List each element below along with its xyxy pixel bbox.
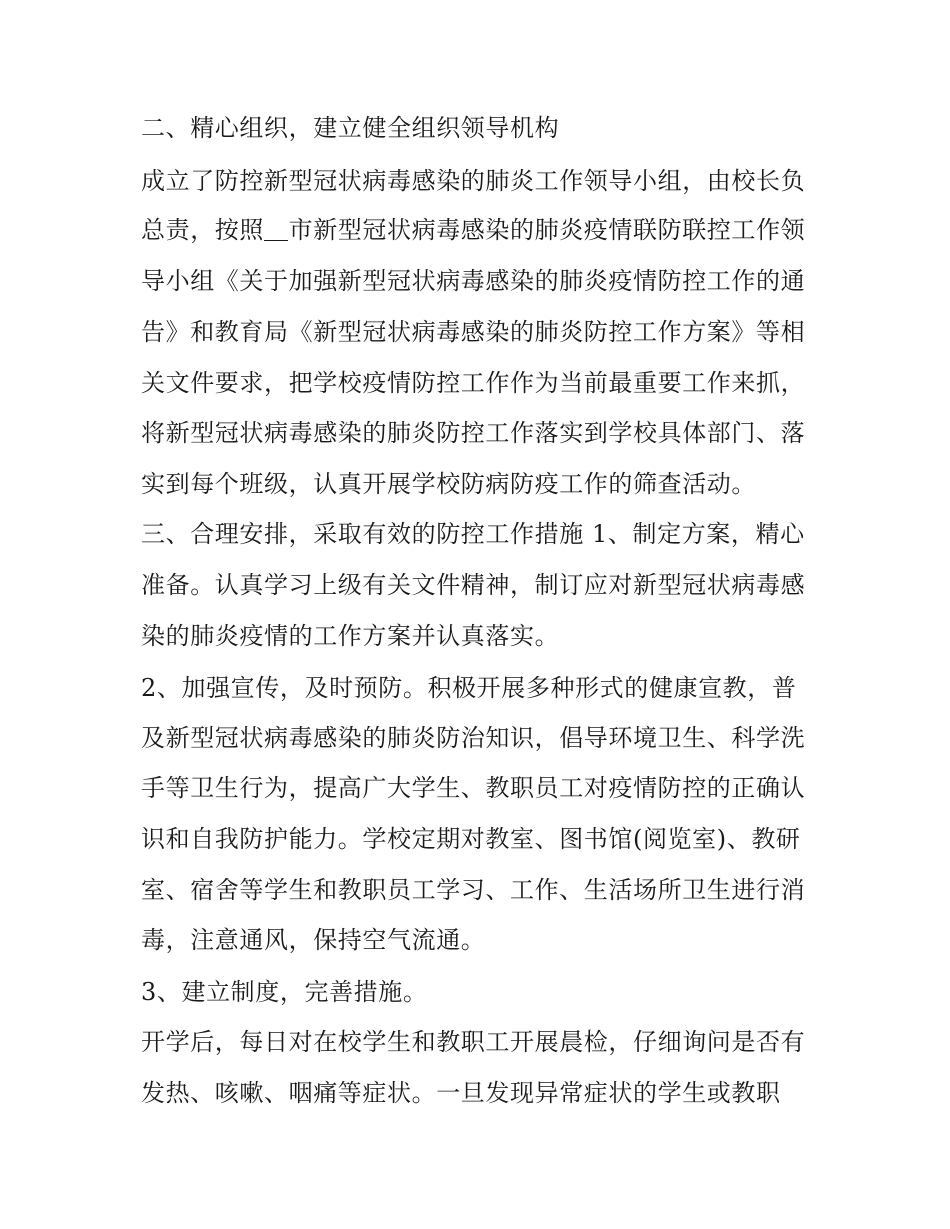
text-line: 手等卫生行为，提高广大学生、教职员工对疫情防控的正确认 <box>141 774 806 802</box>
text-line: 发热、咳嗽、咽痛等症状。一旦发现异常症状的学生或教职 <box>141 1079 781 1107</box>
text-line: 实到每个班级，认真开展学校防病防疫工作的筛查活动。 <box>141 470 756 498</box>
text-line: 开学后，每日对在校学生和教职工开展晨检，仔细询问是否有 <box>141 1028 806 1056</box>
text-line: 及新型冠状病毒感染的肺炎防治知识，倡导环境卫生、科学洗 <box>141 724 806 752</box>
section-heading-3: 三、合理安排，采取有效的防控工作措施 1、制定方案，精心 <box>141 520 805 548</box>
text-line: 染的肺炎疫情的工作方案并认真落实。 <box>141 622 560 650</box>
text-line: 准备。认真学习上级有关文件精神，制订应对新型冠状病毒感 <box>141 571 806 599</box>
text-line: 导小组《关于加强新型冠状病毒感染的肺炎疫情防控工作的通 <box>141 267 806 295</box>
text-line: 2、加强宣传，及时预防。积极开展多种形式的健康宣教，普 <box>141 674 797 702</box>
text-line: 识和自我防护能力。学校定期对教室、图书馆(阅览室)、教研 <box>141 825 801 853</box>
text-line: 总责，按照＿市新型冠状病毒感染的肺炎疫情联防联控工作领 <box>141 216 806 244</box>
section-heading-2: 二、精心组织，建立健全组织领导机构 <box>141 114 560 142</box>
text-line: 3、建立制度，完善措施。 <box>141 978 428 1006</box>
text-line: 告》和教育局《新型冠状病毒感染的肺炎防控工作方案》等相 <box>141 318 806 346</box>
text-line: 室、宿舍等学生和教职员工学习、工作、生活场所卫生进行消 <box>141 876 806 904</box>
text-line: 成立了防控新型冠状病毒感染的肺炎工作领导小组，由校长负 <box>141 167 806 195</box>
text-line: 将新型冠状病毒感染的肺炎防控工作落实到学校具体部门、落 <box>141 419 806 447</box>
text-line: 毒，注意通风，保持空气流通。 <box>141 926 486 954</box>
text-line: 关文件要求，把学校疫情防控工作作为当前最重要工作来抓， <box>141 369 806 397</box>
